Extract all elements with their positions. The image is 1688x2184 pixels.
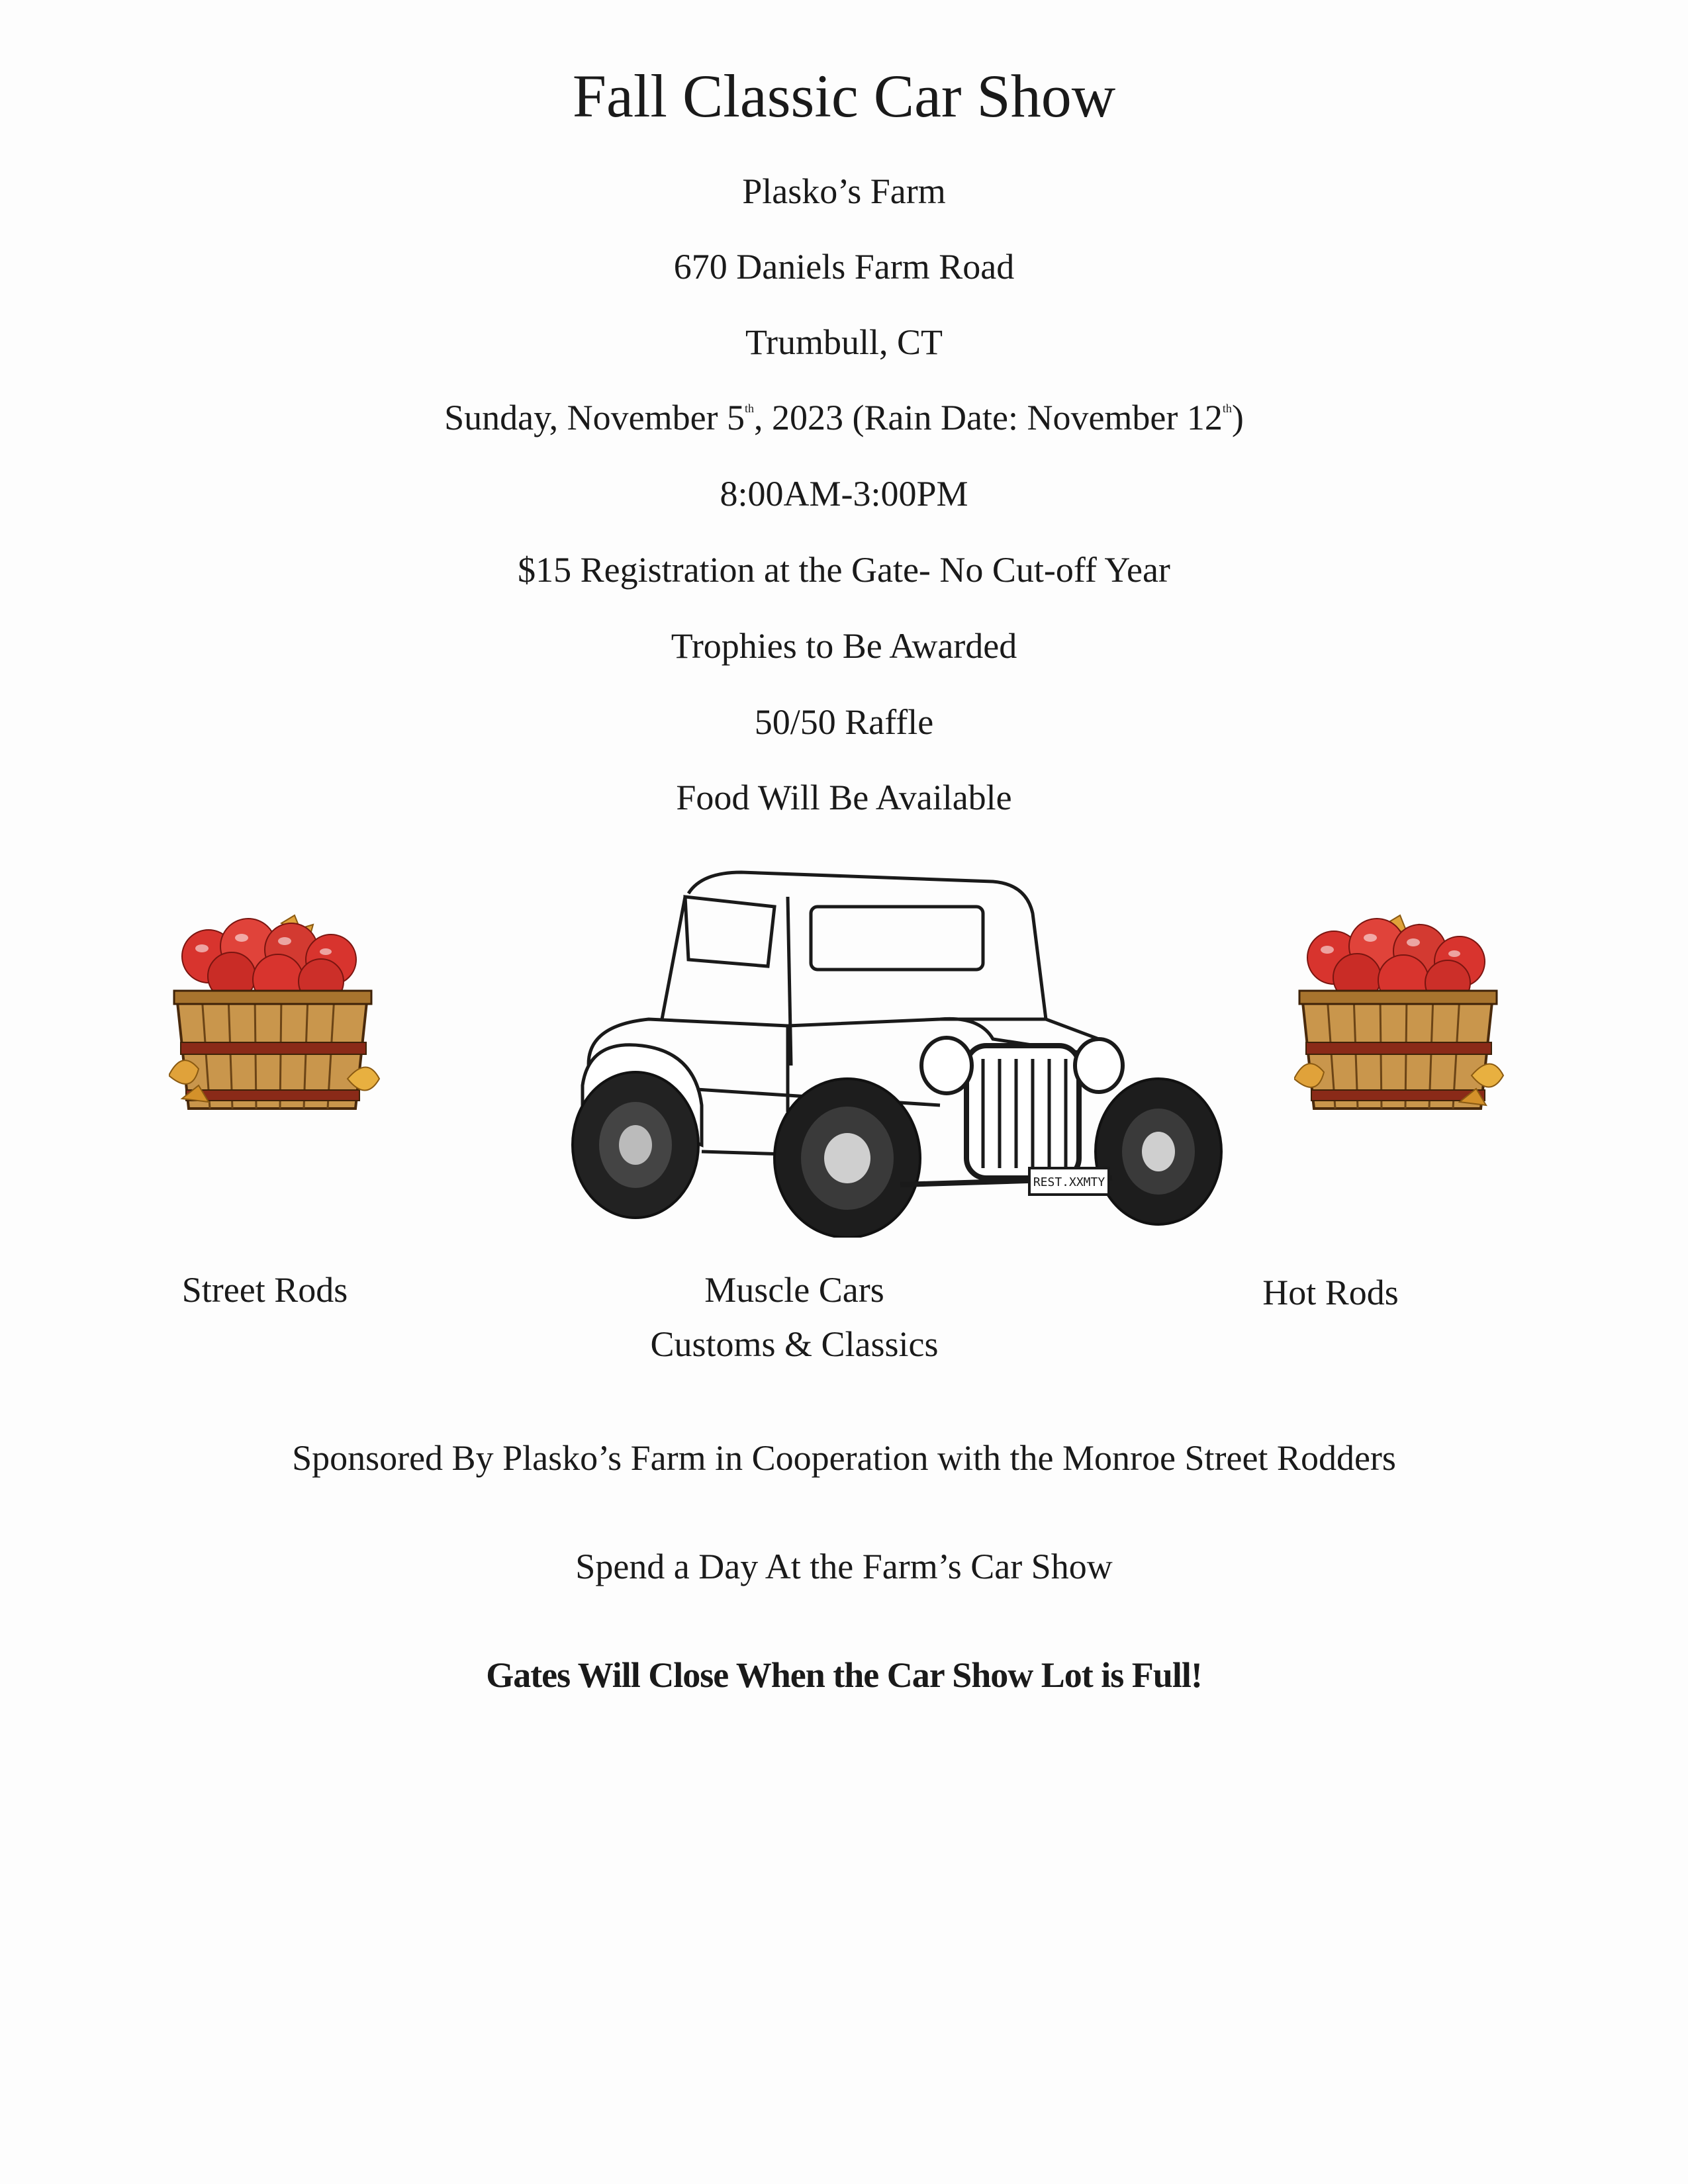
event-date (0, 397, 1688, 438)
category-muscle-cars: Muscle Cars (704, 1270, 884, 1310)
license-plate-text: REST.XXMTY (1033, 1175, 1105, 1189)
food-info: Food Will Be Available (676, 778, 1012, 817)
sponsor-line: Sponsored By Plasko’s Farm in Cooperation with the Monroe Street Rodders (292, 1438, 1396, 1478)
date-text-1: Sunday, November 5 (444, 398, 745, 437)
date-ordinal-2: th (1222, 402, 1232, 415)
city-state: Trumbull, CT (745, 322, 943, 362)
category-hot-rods: Hot Rods (1262, 1273, 1399, 1312)
raffle-info: 50/50 Raffle (754, 702, 934, 742)
trophies-info: Trophies to Be Awarded (671, 626, 1017, 666)
vintage-hot-rod-car-icon (569, 867, 1244, 1238)
date-text-2: , 2023 (Rain Date: November 12 (754, 398, 1223, 437)
category-customs-classics: Customs & Classics (650, 1324, 939, 1364)
venue-name: Plasko’s Farm (742, 171, 946, 211)
gate-notice: Gates Will Close When the Car Show Lot is Full! (486, 1655, 1202, 1695)
date-text-3: ) (1231, 398, 1244, 437)
apple-basket-icon (1294, 910, 1506, 1115)
tagline: Spend a Day At the Farm’s Car Show (575, 1547, 1113, 1586)
page-title: Fall Classic Car Show (572, 62, 1116, 130)
event-hours: 8:00AM-3:00PM (720, 474, 968, 514)
street-address: 670 Daniels Farm Road (673, 247, 1015, 287)
apple-basket-icon (169, 910, 381, 1115)
category-street-rods: Street Rods (181, 1270, 348, 1310)
registration-info: $15 Registration at the Gate- No Cut-off Year (518, 550, 1170, 590)
date-ordinal-1: th (745, 402, 755, 415)
